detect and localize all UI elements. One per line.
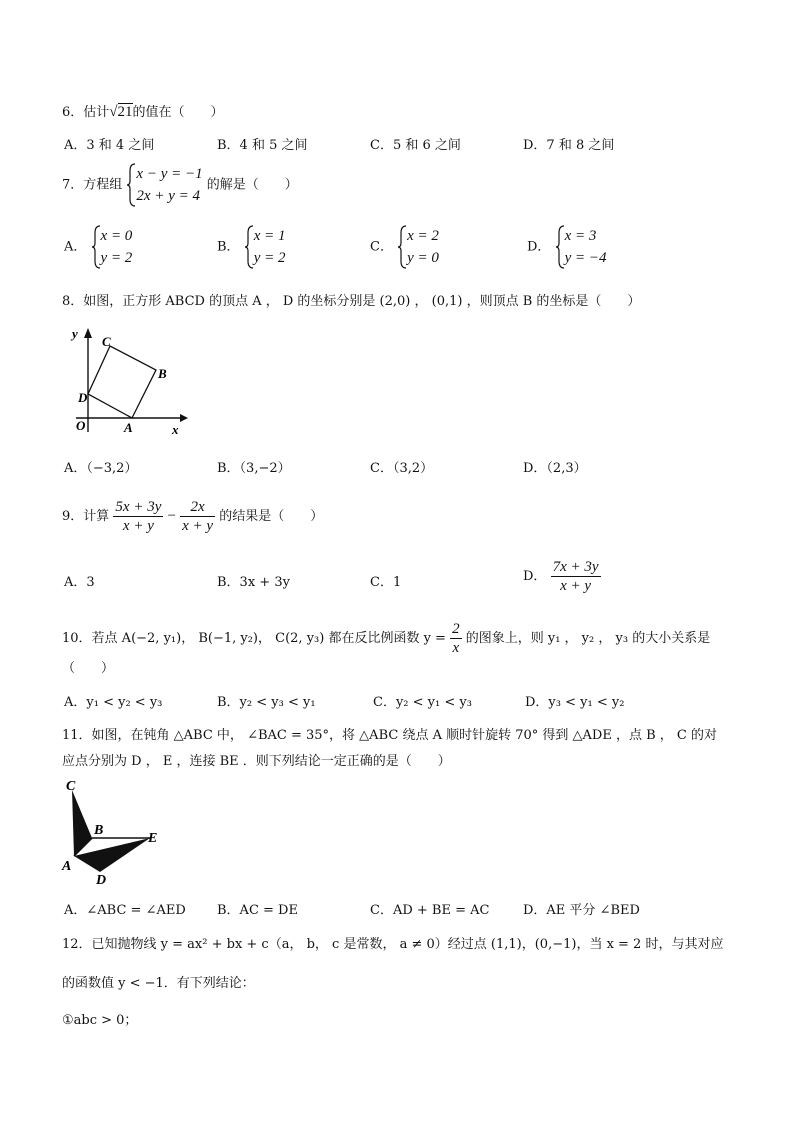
question-6: [62, 101, 224, 121]
x-axis-arrow-icon: [180, 414, 188, 422]
q10-option-a[interactable]: A．y₁ < y₂ < y₃: [64, 695, 163, 710]
q9-fraction-1-denominator: x + y: [122, 518, 154, 534]
q9-fraction-1-numerator: 5x + 3y: [115, 499, 162, 515]
q7-option-c-label: C．: [370, 239, 393, 255]
q7-option-c-line1: x = 2: [407, 228, 439, 244]
q10-fraction: [450, 620, 462, 657]
q7-stem: 7．方程组: [62, 177, 123, 193]
q7-option-c[interactable]: [370, 225, 439, 269]
q9-fraction-2: [180, 498, 215, 535]
q9-option-d[interactable]: [523, 558, 601, 595]
q11-line2: 应点分别为 D ， E ，连接 BE ．则下列结论一定正确的是（ ）: [62, 754, 451, 769]
label-b: B: [94, 823, 104, 838]
q7-option-b-system: [244, 225, 286, 269]
q7-option-d-line2: y = −4: [564, 250, 607, 266]
q6-radicand: 21: [117, 104, 133, 120]
q6-after: 的值在（ ）: [132, 105, 224, 120]
y-axis-arrow-icon: [84, 328, 92, 338]
q11-option-a[interactable]: A．∠ABC = ∠AED: [64, 903, 186, 918]
q11-option-d[interactable]: D．AE 平分 ∠BED: [523, 903, 640, 918]
q6-stem: 6．估计: [62, 105, 110, 120]
q10-stem-b: 的图象上，则 y₁ ， y₂ ， y₃ 的大小关系是: [465, 631, 711, 646]
q10-paren: （ ）: [62, 661, 115, 676]
brace-icon: [126, 163, 136, 207]
q8-option-c[interactable]: C．（3,2）: [370, 461, 434, 476]
q10-option-c[interactable]: C．y₂ < y₁ < y₃: [373, 695, 472, 710]
label-e: E: [148, 831, 158, 846]
q9-minus: −: [167, 508, 176, 524]
q7-option-a-system: [91, 225, 133, 269]
q8-option-d[interactable]: D．（2,3）: [523, 461, 587, 476]
q7-option-d-system: [555, 225, 607, 269]
label-c: C: [66, 779, 76, 794]
q12-line2: 的函数值 y < −1．有下列结论：: [62, 976, 255, 991]
q12-item1: ①abc > 0；: [62, 1013, 138, 1028]
triangle-abc: [72, 790, 92, 856]
label-y: y: [72, 326, 78, 341]
q10-fraction-numerator: 2: [452, 621, 460, 637]
q6-option-c[interactable]: C．5 和 6 之间: [370, 138, 461, 153]
question-9: [62, 498, 323, 535]
q11-option-b[interactable]: B．AC = DE: [217, 903, 298, 918]
q10-fraction-denominator: x: [452, 640, 460, 656]
label-d: D: [78, 390, 88, 405]
label-c: C: [102, 334, 111, 349]
sqrt-symbol: √: [109, 104, 118, 120]
q7-option-b-line2: y = 2: [253, 250, 286, 266]
q9-fraction-2-denominator: x + y: [182, 518, 214, 534]
label-x: x: [172, 422, 179, 437]
label-a: A: [124, 420, 133, 435]
q7-system: [126, 163, 202, 207]
q6-option-a[interactable]: A．3 和 4 之间: [64, 138, 155, 153]
square-abcd: [88, 346, 156, 418]
q7-option-d-line1: x = 3: [564, 228, 597, 244]
q9-stem: 9．计算: [62, 509, 110, 524]
q6-option-b[interactable]: B．4 和 5 之间: [217, 138, 308, 153]
brace-icon: [555, 225, 565, 269]
q7-after: 的解是（ ）: [206, 177, 298, 193]
label-b: B: [158, 366, 167, 381]
brace-icon: [91, 225, 101, 269]
q11-option-c[interactable]: C．AD + BE = AC: [370, 903, 490, 918]
q7-option-c-system: [397, 225, 439, 269]
q10-option-d[interactable]: D．y₃ < y₁ < y₂: [525, 695, 625, 710]
q9-fraction-1: [113, 498, 163, 535]
brace-icon: [244, 225, 254, 269]
q7-option-a[interactable]: [64, 225, 132, 269]
q6-option-d[interactable]: D．7 和 8 之间: [523, 138, 615, 153]
q11-line1: 11．如图，在钝角 △ABC 中， ∠BAC = 35°，将 △ABC 绕点 A 顺时针旋转 70° 得到 △ADE ，点 B ， C 的对: [62, 728, 717, 743]
question-7: [62, 163, 298, 207]
question-10: [62, 620, 710, 657]
q8-option-a[interactable]: A．（−3,2）: [64, 461, 138, 476]
q8-option-b[interactable]: B．（3,−2）: [217, 461, 291, 476]
q9-option-c[interactable]: C．1: [370, 575, 402, 590]
label-o: O: [76, 418, 86, 433]
label-d: D: [96, 873, 107, 886]
q9-option-d-label: D．: [523, 569, 547, 584]
q7-eq2: 2x + y = 4: [136, 188, 200, 204]
q7-option-d-label: D．: [527, 239, 551, 255]
q7-option-a-label: A．: [64, 239, 87, 255]
q9-option-d-denominator: x + y: [560, 578, 592, 594]
q7-option-b-label: B．: [217, 239, 240, 255]
q12-line1: 12．已知抛物线 y = ax² + bx + c（a， b， c 是常数， a ≠ 0）经过点 (1,1)，(0,−1)，当 x = 2 时，与其对应: [62, 937, 724, 952]
q11-figure-rotated-triangles: [60, 776, 170, 886]
label-a: A: [62, 859, 72, 874]
q10-option-b[interactable]: B．y₂ < y₃ < y₁: [217, 695, 316, 710]
q7-option-a-line1: x = 0: [100, 228, 133, 244]
q7-option-c-line2: y = 0: [407, 250, 439, 266]
q9-option-d-numerator: 7x + 3y: [552, 559, 599, 575]
q7-option-b[interactable]: [217, 225, 285, 269]
q9-after: 的结果是（ ）: [219, 509, 324, 524]
q7-option-b-line1: x = 1: [253, 228, 286, 244]
brace-icon: [397, 225, 407, 269]
q8-figure-square-on-axes: [62, 322, 192, 437]
q9-option-d-fraction: [551, 558, 601, 595]
q9-option-b[interactable]: B．3x + 3y: [217, 575, 290, 590]
q7-option-a-line2: y = 2: [100, 250, 133, 266]
q9-fraction-2-numerator: 2x: [180, 498, 215, 517]
q10-stem-a: 10．若点 A(−2, y₁)， B(−1, y₂)， C(2, y₃) 都在反比例函数 y =: [62, 631, 446, 646]
q7-option-d[interactable]: [527, 225, 606, 269]
q9-option-a[interactable]: A．3: [64, 575, 95, 590]
q7-eq1: x − y = −1: [136, 166, 203, 182]
question-8-stem: 8．如图，正方形 ABCD 的顶点 A ， D 的坐标分别是 (2,0) ， (0,1) ，则顶点 B 的坐标是（ ）: [62, 294, 641, 309]
